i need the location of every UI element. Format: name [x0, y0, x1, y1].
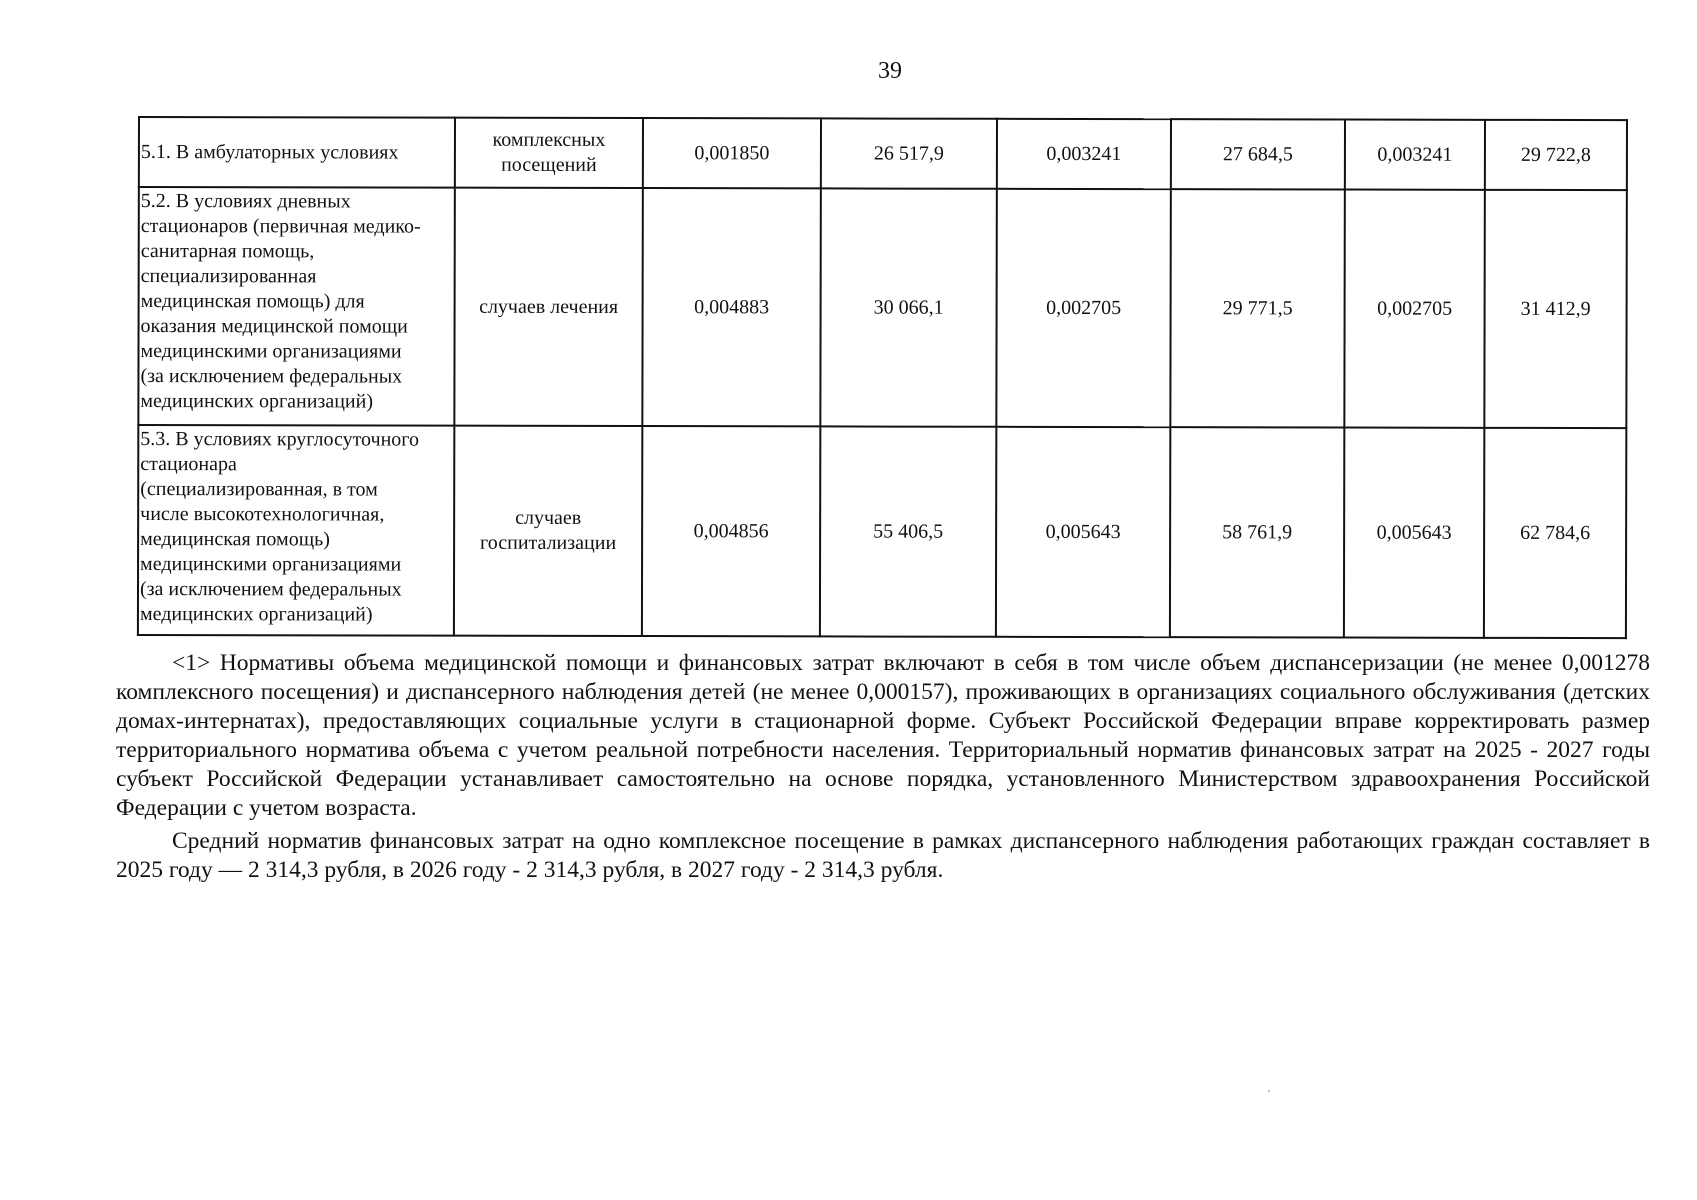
row-name-line: медицинская помощь) для [140, 290, 365, 313]
table-row [138, 425, 1626, 638]
cost-norm-2025-cell: 55 406,5 [820, 426, 996, 636]
footnote-1-paragraph: <1> Нормативы объема медицинской помощи и финансовых затрат включают в себя в том числе объем диспансеризации (не менее 0,001278 комплексного посещения) и диспансерного наблюдения детей (не менее 0,000157), проживающих в организациях социального обслуживания (детских домах-интернатах), предоставляющих социальные услуги в стационарной форме. Субъект Российской Федерации вправе корректировать размер территориального норматива объема с учетом реальной потребности населения. Территориальный норматив финансовых затрат на 2025 - 2027 годы субъект Российской Федерации устанавливает самостоятельно на основе порядка, установленного Министерством здравоохранения Российской Федерации с учетом возраста. [116, 650, 1650, 821]
row-name-line: медицинскими организациями [140, 340, 402, 363]
unit-line: случаев лечения [479, 295, 619, 318]
unit-cell [454, 188, 642, 426]
cost-norm-2026-cell: 58 761,9 [1170, 427, 1344, 637]
cost-norm-2025-cell: 26 517,9 [821, 118, 997, 188]
row-name-line: санитарная помощь, [140, 240, 315, 263]
unit-line: госпитализации [480, 531, 617, 555]
volume-norm-2026-cell: 0,002705 [996, 189, 1170, 427]
row-name-cell [139, 117, 455, 188]
row-name-line: 5.3. В условиях круглосуточного [140, 428, 420, 451]
row-name-line: числе высокотехнологичная, [140, 503, 385, 526]
volume-norm-2025-cell: 0,004883 [642, 188, 820, 426]
row-name-line: стационара [140, 453, 237, 476]
unit-cell [455, 118, 643, 188]
row-name-line: (специализированная, в том [140, 478, 378, 501]
row-name-cell [138, 187, 454, 426]
row-name-line: (за исключением федеральных [140, 365, 403, 388]
row-name-line: медицинских организаций) [140, 390, 374, 413]
cost-norm-2026-cell: 27 684,5 [1171, 119, 1345, 189]
page-number: 39 [878, 58, 902, 84]
row-name-line: медицинскими организациями [140, 553, 402, 576]
row-name-line: специализированная [140, 265, 317, 288]
unit-cell [454, 426, 642, 636]
row-name-line: оказания медицинской помощи [140, 315, 408, 338]
cost-norm-2025-cell: 30 066,1 [820, 188, 996, 426]
row-name-line: медицинская помощь) [140, 528, 330, 551]
volume-norm-2027-cell: 0,002705 [1344, 190, 1484, 428]
table-row [138, 187, 1626, 428]
volume-norm-2026-cell: 0,003241 [997, 119, 1171, 189]
row-name-line: (за исключением федеральных [139, 578, 402, 601]
cost-norm-2027-cell: 29 722,8 [1485, 120, 1627, 190]
unit-line: случаев [515, 506, 582, 529]
volume-norm-2027-cell: 0,003241 [1345, 120, 1485, 190]
unit-line: посещений [501, 153, 597, 176]
row-name-line: стационаров (первичная медико- [140, 215, 421, 238]
financial-norms-table-container [137, 116, 1626, 639]
cost-norm-2027-cell: 31 412,9 [1484, 190, 1626, 428]
cost-norm-2026-cell: 29 771,5 [1170, 189, 1344, 427]
row-name-cell [138, 425, 454, 636]
table-row [139, 117, 1627, 190]
volume-norm-2026-cell: 0,005643 [996, 427, 1170, 637]
unit-line: комплексных [492, 128, 606, 151]
row-name-line: медицинских организаций) [139, 603, 373, 626]
row-name-line: 5.2. В условиях дневных [140, 190, 351, 213]
cost-norm-2027-cell: 62 784,6 [1484, 428, 1626, 638]
footnotes [116, 649, 1650, 885]
average-cost-norm-paragraph: Средний норматив финансовых затрат на одно комплексное посещение в рамках диспансерного наблюдения работающих граждан составляет в 2025 году — 2 314,3 рубля, в 2026 году - 2 314,3 рубля, в 2027 году - 2 314,3 рубля. [116, 828, 1650, 883]
volume-norm-2025-cell: 0,001850 [643, 118, 821, 188]
row-name-line: 5.1. В амбулаторных условиях [140, 140, 399, 164]
scan-artifact [1268, 1090, 1270, 1092]
financial-norms-table [137, 116, 1628, 639]
volume-norm-2027-cell: 0,005643 [1344, 428, 1484, 638]
volume-norm-2025-cell: 0,004856 [642, 426, 820, 636]
